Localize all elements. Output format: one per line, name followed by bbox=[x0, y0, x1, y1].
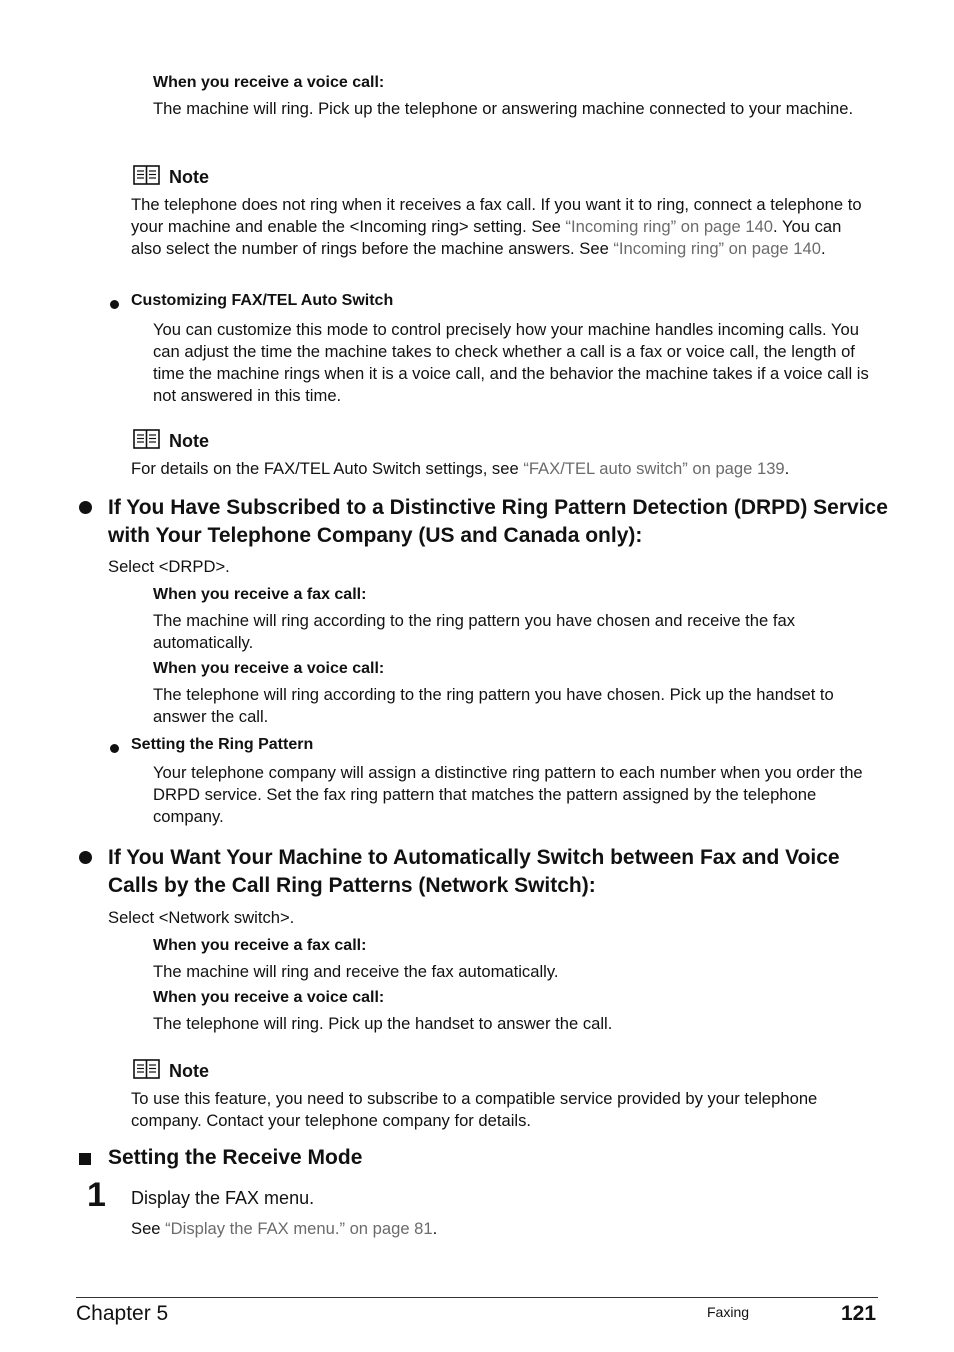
note-text: For details on the FAX/TEL Auto Switch settings, see “FAX/TEL auto switch” on page 139. bbox=[131, 459, 790, 478]
note-heading bbox=[133, 1059, 209, 1084]
note-title: Note bbox=[169, 1061, 209, 1081]
ring-pattern-body: Your telephone company will assign a distinctive ring pattern to each number when you order the DRPD service. Set the fax ring pattern that matches the pattern assigned by the telephone company. bbox=[153, 763, 863, 826]
voice-call-heading: When you receive a voice call: bbox=[153, 989, 385, 1006]
incoming-ring-link[interactable]: “Incoming ring” on page 140 bbox=[565, 217, 774, 236]
receive-mode-heading: Setting the Receive Mode bbox=[108, 1146, 363, 1169]
section-bullet-icon bbox=[79, 501, 92, 519]
voice-call-heading: When you receive a voice call: bbox=[153, 74, 385, 91]
customizing-heading: Customizing FAX/TEL Auto Switch bbox=[131, 292, 394, 309]
ring-pattern-heading: Setting the Ring Pattern bbox=[131, 736, 314, 753]
section-bullet-icon bbox=[79, 851, 92, 869]
page-number: 121 bbox=[841, 1302, 877, 1325]
note-heading bbox=[133, 429, 209, 454]
footer-chapter: Chapter 5 bbox=[76, 1302, 169, 1325]
fax-call-body: The machine will ring and receive the fax automatically. bbox=[153, 962, 559, 981]
note-text: To use this feature, you need to subscribe to a compatible service provided by your telephone company. Contact your telephone company for details. bbox=[131, 1089, 818, 1130]
voice-call-body: The telephone will ring. Pick up the handset to answer the call. bbox=[153, 1014, 613, 1033]
see-reference: See “Display the FAX menu.” on page 81. bbox=[131, 1219, 438, 1238]
footer-rule bbox=[76, 1297, 878, 1298]
drpd-select: Select <DRPD>. bbox=[108, 557, 230, 576]
note-heading bbox=[133, 165, 209, 190]
note-text: The telephone does not ring when it receives a fax call. If you want it to ring, connect a telephone to your machine and enable the <Incoming ring> setting. See “Incoming ring” on page 140. You can also select the number of rings before the machine answers. See “Incoming ring” on page 140. bbox=[131, 195, 862, 258]
book-icon bbox=[133, 429, 160, 454]
fax-call-heading: When you receive a fax call: bbox=[153, 586, 367, 603]
book-icon bbox=[133, 165, 160, 190]
footer-section: Faxing bbox=[707, 1304, 750, 1320]
customizing-body: You can customize this mode to control precisely how your machine handles incoming calls. You can adjust the time the machine takes to check whether a call is a fax or voice call, the length of time the machine rings when it is a voice call, and the behavior the machine takes if a voice call is not answered in this time. bbox=[153, 320, 869, 405]
voice-call-body: The machine will ring. Pick up the telephone or answering machine connected to your machine. bbox=[153, 99, 854, 118]
network-heading: If You Want Your Machine to Automatically Switch between Fax and Voice Calls by the Call Ring Patterns (Network Switch): bbox=[108, 846, 840, 897]
drpd-heading: If You Have Subscribed to a Distinctive Ring Pattern Detection (DRPD) Service with Your Telephone Company (US and Canada only): bbox=[108, 496, 888, 547]
voice-call-body: The telephone will ring according to the ring pattern you have chosen. Pick up the handset to answer the call. bbox=[153, 685, 834, 726]
voice-call-heading: When you receive a voice call: bbox=[153, 660, 385, 677]
display-fax-menu-link[interactable]: “Display the FAX menu.” on page 81 bbox=[165, 1219, 433, 1238]
fax-call-heading: When you receive a fax call: bbox=[153, 937, 367, 954]
step-number: 1 bbox=[87, 1176, 106, 1214]
fax-call-body: The machine will ring according to the ring pattern you have chosen and receive the fax automatically. bbox=[153, 611, 795, 652]
book-icon bbox=[133, 1059, 160, 1084]
note-title: Note bbox=[169, 167, 209, 187]
bullet-icon bbox=[110, 740, 119, 758]
incoming-ring-link[interactable]: “Incoming ring” on page 140 bbox=[613, 239, 821, 258]
square-bullet-icon bbox=[79, 1152, 91, 1170]
bullet-icon bbox=[110, 296, 119, 314]
note-title: Note bbox=[169, 431, 209, 451]
fax-tel-auto-switch-link[interactable]: “FAX/TEL auto switch” on page 139 bbox=[523, 459, 785, 478]
step-text: Display the FAX menu. bbox=[131, 1188, 315, 1208]
network-select: Select <Network switch>. bbox=[108, 908, 295, 927]
